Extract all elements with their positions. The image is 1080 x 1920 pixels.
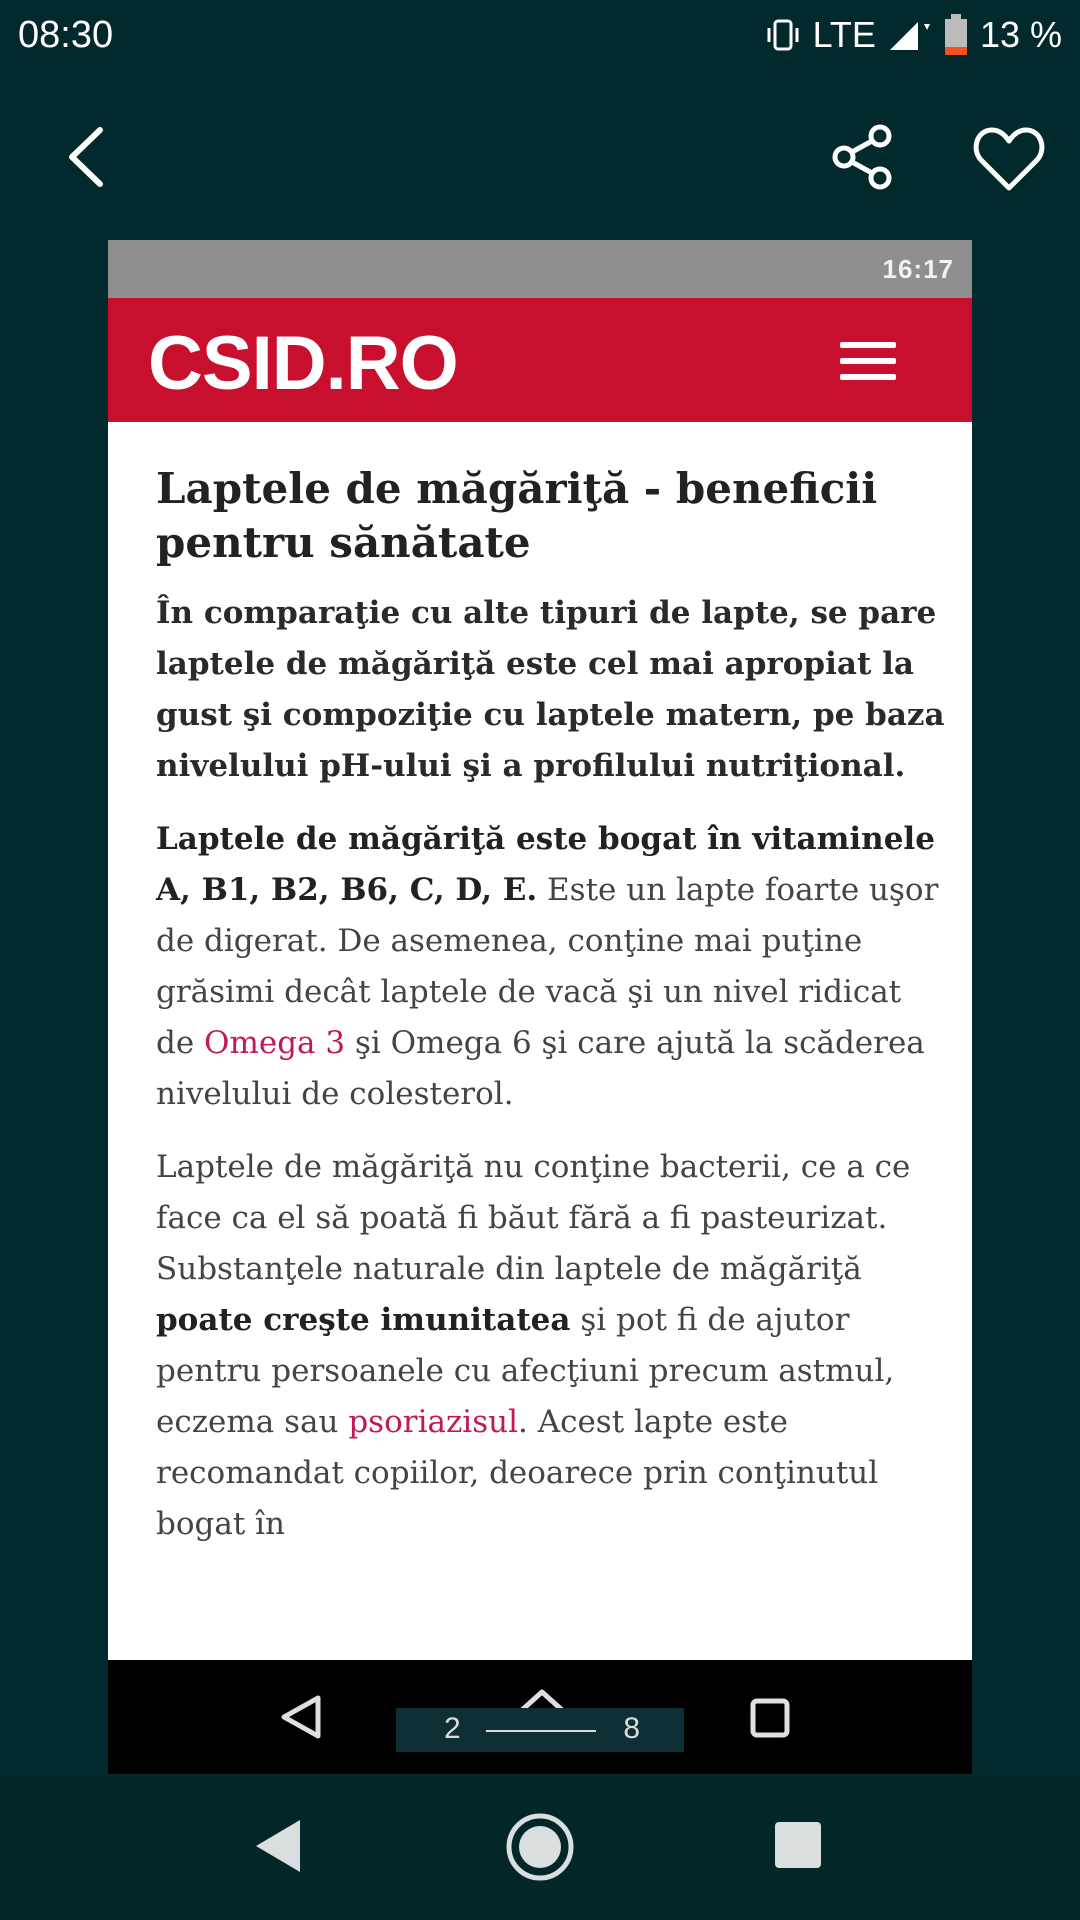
vibrate-icon	[765, 17, 801, 53]
paragraph-1-bold: Laptele de măgăriţă este bogat în vitaminele A, B1, B2, B6, C, D, E.	[156, 821, 935, 908]
site-logo: CSID.RO	[148, 321, 458, 406]
paragraph-2-text-b: şi pot fi de ajutor pentru persoanele cu afecţiuni precum astmul, eczema sau	[156, 1302, 895, 1440]
article-paragraph-2	[156, 1142, 946, 1550]
page-indicator-line	[486, 1730, 596, 1732]
nav-back-icon[interactable]	[254, 1818, 304, 1874]
battery-level: 13 %	[979, 14, 1062, 55]
nav-home-icon[interactable]	[505, 1812, 575, 1882]
page-indicator	[396, 1708, 684, 1752]
inner-nav-bar	[108, 1660, 972, 1774]
inner-status-bar	[108, 240, 972, 298]
status-time: 08:30	[18, 14, 114, 56]
paragraph-2-text-c: . Acest lapte este recomandat copiilor, deoarece prin conţinutul bogat în	[156, 1404, 879, 1542]
inner-status-time: 16:17	[882, 254, 954, 284]
paragraph-2-text-a: Laptele de măgăriţă nu conţine bacterii, ce a ce face ca el să poată fi băut fără a fi pasteurizat. Substanţele naturale din laptele de măgăriţă	[156, 1149, 911, 1287]
viewer-toolbar	[0, 110, 1080, 210]
battery-icon	[944, 14, 968, 56]
paragraph-2-bold: poate creşte imunitatea	[156, 1302, 571, 1338]
total-pages: 8	[623, 1712, 640, 1745]
system-nav-bar	[0, 1776, 1080, 1920]
hamburger-menu-icon	[840, 342, 896, 382]
current-page: 2	[444, 1712, 461, 1745]
status-indicators	[765, 14, 1062, 56]
status-bar	[0, 0, 1080, 76]
article	[156, 462, 946, 1572]
site-header	[108, 298, 972, 422]
inner-recent-icon	[750, 1698, 790, 1738]
omega-3-link: Omega 3	[204, 1025, 346, 1061]
heart-icon[interactable]	[972, 124, 1046, 194]
article-title: Laptele de măgăriţă - beneficii pentru sănătate	[156, 464, 878, 567]
psoriazis-link: psoriazisul	[348, 1404, 518, 1440]
screenshot-image	[108, 240, 972, 1774]
signal-icon	[888, 18, 932, 52]
back-arrow-icon[interactable]	[58, 122, 118, 192]
paragraph-1-text-a: Este un lapte foarte uşor de digerat. De asemenea, conţine mai puţine grăsimi decât laptele de vacă şi un nivel ridicat de	[156, 872, 939, 1061]
article-paragraph-1	[156, 814, 946, 1120]
article-lead: În comparaţie cu alte tipuri de lapte, se pare laptele de măgăriţă este cel mai apropiat la gust şi compoziţie cu laptele matern, pe baza nivelului pH-ului şi a profilului nutriţional.	[156, 595, 945, 784]
paragraph-1-text-b: şi Omega 6 şi care ajută la scăderea nivelului de colesterol.	[156, 1025, 925, 1112]
nav-recent-apps-icon[interactable]	[775, 1822, 821, 1868]
share-icon[interactable]	[830, 124, 896, 190]
inner-back-icon	[278, 1694, 324, 1740]
network-type: LTE	[812, 14, 876, 55]
